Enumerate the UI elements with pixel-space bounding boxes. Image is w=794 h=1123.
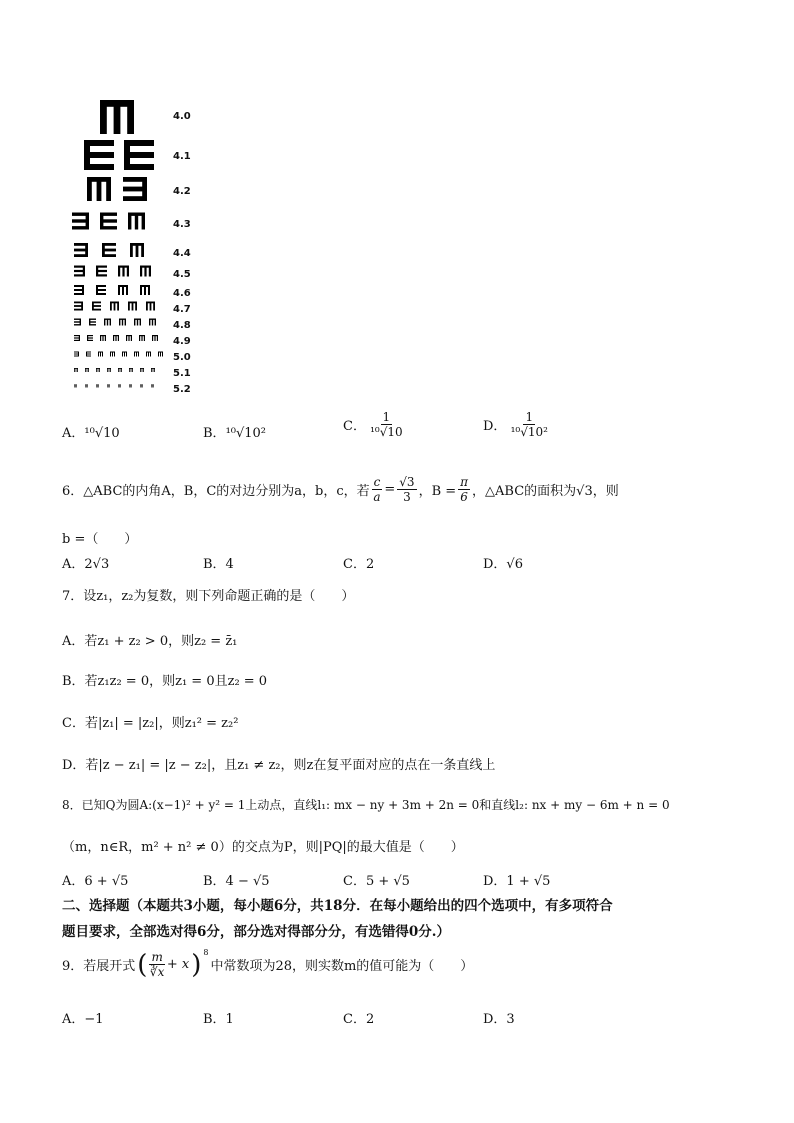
tumbling-e-symbol <box>119 319 126 326</box>
tumbling-e-symbol <box>129 385 132 388</box>
tumbling-e-symbol <box>110 352 115 357</box>
tumbling-e-symbol <box>149 319 156 326</box>
acuity-label: 5.1 <box>173 368 191 379</box>
tumbling-e-symbol <box>74 285 84 295</box>
tumbling-e-symbol <box>118 385 121 388</box>
tumbling-e-symbol <box>74 335 80 341</box>
section-heading-line1: 二、选择题（本题共3小题，每小题6分，共18分．在每小题给出的四个选项中，有多项符合 <box>62 898 613 914</box>
tumbling-e-symbol <box>96 368 100 372</box>
acuity-label: 4.6 <box>173 288 191 299</box>
tumbling-e-symbol <box>140 368 144 372</box>
acuity-label: 4.7 <box>173 304 191 315</box>
tumbling-e-symbol <box>100 100 134 134</box>
tumbling-e-symbol <box>102 243 116 257</box>
tumbling-e-symbol <box>92 302 101 311</box>
q5-option-a: A．¹⁰√10 <box>62 426 120 441</box>
q6-stem: 6．△ABC的内角A，B，C的对边分别为a，b，c，若 $\frac{c}{a}$ = $\frac{√3}{3}$ ，B = $\frac{\pi}{6}$ ，△ABC的面积为√3，则 <box>62 475 619 504</box>
tumbling-e-symbol <box>113 335 119 341</box>
section-heading-line2: 题目要求，全部选对得6分，部分选对得部分分，有选错得0分.） <box>62 924 450 940</box>
tumbling-e-symbol <box>134 352 139 357</box>
tumbling-e-symbol <box>96 385 99 388</box>
q8-option-a: A．6 + √5 <box>62 874 129 889</box>
tumbling-e-symbol <box>130 243 144 257</box>
q5-option-b: B．¹⁰√10² <box>203 426 267 441</box>
acuity-label: 4.4 <box>173 248 191 259</box>
q6-stem-line2: b =（ ） <box>62 532 138 547</box>
q7-option-b: B．若z₁z₂ = 0，则z₁ = 0且z₂ = 0 <box>62 674 268 689</box>
q9-stem: 9．若展开式 ( $\frac{m}{∛x}$ + x ) $^8$ 中常数项为28，则实数m的值可能为（ ） <box>62 948 474 980</box>
acuity-label: 4.3 <box>173 219 191 230</box>
tumbling-e-symbol <box>96 266 107 277</box>
tumbling-e-symbol <box>107 368 111 372</box>
tumbling-e-symbol <box>74 302 83 311</box>
tumbling-e-symbol <box>85 368 89 372</box>
q8-option-b: B．4 − √5 <box>203 874 270 889</box>
q9-option-d: D．3 <box>483 1012 515 1027</box>
tumbling-e-symbol <box>104 319 111 326</box>
tumbling-e-symbol <box>151 368 155 372</box>
q6-option-d: D．√6 <box>483 557 523 572</box>
tumbling-e-symbol <box>74 385 77 388</box>
q9-option-a: A．−1 <box>62 1012 104 1027</box>
acuity-label: 5.2 <box>173 384 191 395</box>
tumbling-e-symbol <box>129 368 133 372</box>
q8-option-c: C．5 + √5 <box>343 874 410 889</box>
tumbling-e-symbol <box>140 385 143 388</box>
tumbling-e-symbol <box>140 285 150 295</box>
acuity-label: 4.5 <box>173 269 191 280</box>
tumbling-e-symbol <box>107 385 110 388</box>
tumbling-e-symbol <box>87 335 93 341</box>
eye-chart-figure <box>60 85 200 405</box>
q9-option-c: C．2 <box>343 1012 375 1027</box>
tumbling-e-symbol <box>100 213 117 230</box>
acuity-label: 5.0 <box>173 352 191 363</box>
tumbling-e-symbol <box>74 243 88 257</box>
q6-option-b: B．4 <box>203 557 234 572</box>
tumbling-e-symbol <box>84 140 114 170</box>
tumbling-e-symbol <box>118 266 129 277</box>
q7-option-d: D．若|z − z₁| = |z − z₂|，且z₁ ≠ z₂，则z在复平面对应的点在一条直线上 <box>62 758 496 773</box>
eye-chart-symbols <box>60 85 170 405</box>
tumbling-e-symbol <box>139 335 145 341</box>
acuity-label: 4.9 <box>173 336 191 347</box>
tumbling-e-symbol <box>146 302 155 311</box>
q8-option-d: D．1 + √5 <box>483 874 551 889</box>
tumbling-e-symbol <box>74 266 85 277</box>
tumbling-e-symbol <box>122 352 127 357</box>
tumbling-e-symbol <box>126 335 132 341</box>
tumbling-e-symbol <box>86 352 91 357</box>
q7-stem: 7．设z₁，z₂为复数，则下列命题正确的是（ ） <box>62 589 355 604</box>
tumbling-e-symbol <box>118 285 128 295</box>
tumbling-e-symbol <box>158 352 163 357</box>
tumbling-e-symbol <box>96 285 106 295</box>
q5-option-d: D． $\frac{1}{\text{¹⁰√10²}}$ <box>483 410 548 439</box>
tumbling-e-symbol <box>140 266 151 277</box>
tumbling-e-symbol <box>134 319 141 326</box>
tumbling-e-symbol <box>110 302 119 311</box>
tumbling-e-symbol <box>146 352 151 357</box>
tumbling-e-symbol <box>118 368 122 372</box>
tumbling-e-symbol <box>74 352 79 357</box>
acuity-label: 4.0 <box>173 111 191 122</box>
tumbling-e-symbol <box>152 335 158 341</box>
tumbling-e-symbol <box>74 368 78 372</box>
q8-stem-line2: （m，n∈R，m² + n² ≠ 0）的交点为P，则|PQ|的最大值是（ ） <box>62 840 464 855</box>
q8-stem-line1: 8．已知Q为圆A:(x−1)² + y² = 1上动点，直线l₁: mx − ny + 3m + 2n = 0和直线l₂: nx + my − 6m + n = 0 <box>62 798 670 812</box>
tumbling-e-symbol <box>72 213 89 230</box>
q7-option-a: A．若z₁ + z₂ > 0，则z₂ = z̄₁ <box>62 634 238 649</box>
q6-option-a: A．2√3 <box>62 557 110 572</box>
q6-option-c: C．2 <box>343 557 375 572</box>
tumbling-e-symbol <box>89 319 96 326</box>
tumbling-e-symbol <box>98 352 103 357</box>
tumbling-e-symbol <box>85 385 88 388</box>
tumbling-e-symbol <box>100 335 106 341</box>
tumbling-e-symbol <box>128 302 137 311</box>
acuity-label: 4.2 <box>173 186 191 197</box>
tumbling-e-symbol <box>151 385 154 388</box>
tumbling-e-symbol <box>124 140 154 170</box>
tumbling-e-symbol <box>128 213 145 230</box>
tumbling-e-symbol <box>123 177 147 201</box>
tumbling-e-symbol <box>87 177 111 201</box>
tumbling-e-symbol <box>74 319 81 326</box>
q7-option-c: C．若|z₁| = |z₂|，则z₁² = z₂² <box>62 716 239 731</box>
acuity-label: 4.1 <box>173 151 191 162</box>
q9-option-b: B．1 <box>203 1012 234 1027</box>
acuity-label: 4.8 <box>173 320 191 331</box>
q5-option-c: C． $\frac{1}{\text{¹⁰√10}}$ <box>343 410 403 439</box>
